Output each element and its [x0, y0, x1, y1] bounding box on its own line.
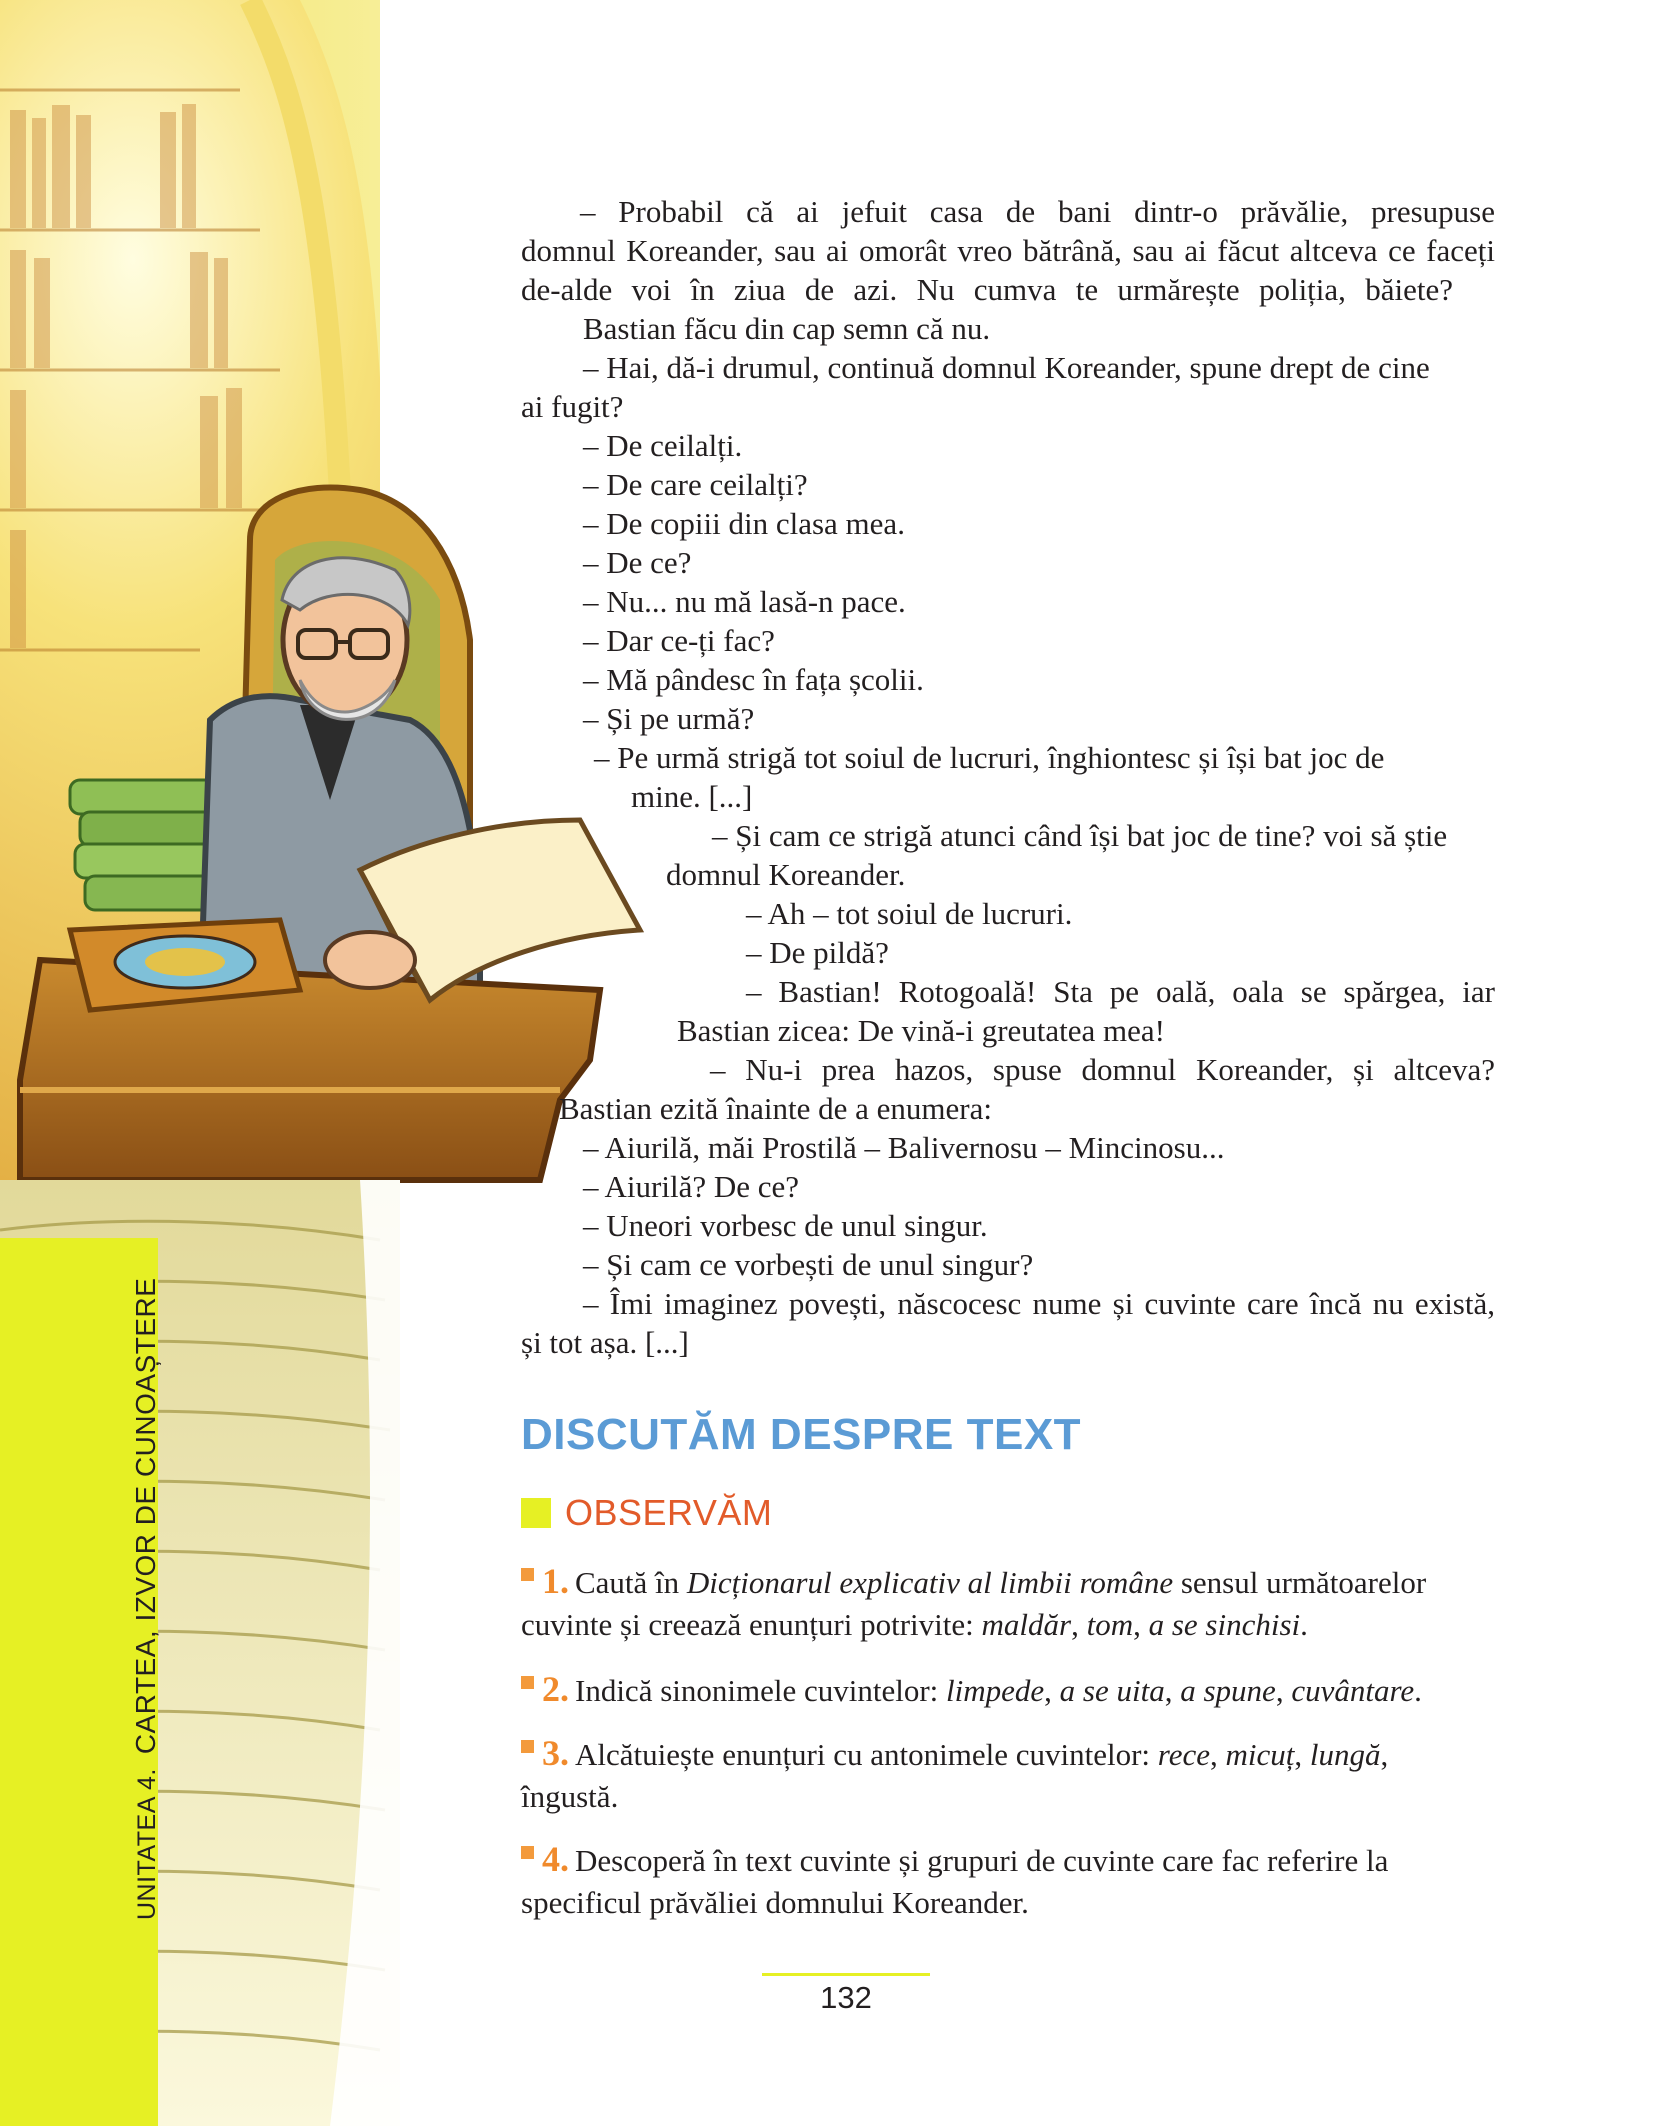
page-number: 132	[820, 1980, 872, 2015]
exercise-italic-term: Dicționarul explicativ al limbii române	[686, 1565, 1174, 1600]
exercise-text: Descoperă în text cuvinte și grupuri de cuvinte care fac referire la	[575, 1843, 1389, 1878]
separator: ,	[1209, 1737, 1226, 1772]
exercise-word: îngustă	[521, 1779, 611, 1814]
exercise-word: micuț	[1225, 1737, 1295, 1772]
exercise-number: 2.	[542, 1669, 569, 1709]
exercise-text: cuvinte și creează enunțuri potrivite:	[521, 1607, 982, 1642]
orange-square-bullet-icon	[521, 1676, 534, 1689]
section-heading: DISCUTĂM DESPRE TEXT	[521, 1410, 1082, 1459]
separator: ,	[1275, 1673, 1292, 1708]
unit-number: UNITATEA 4.	[133, 1768, 161, 1920]
dialogue-line: – Îmi imaginez povești, născocesc nume și cuvinte care încă nu există,	[583, 1286, 1495, 1321]
orange-square-bullet-icon	[521, 1568, 534, 1581]
dialogue-line: și tot așa. [...]	[521, 1325, 689, 1360]
separator: .	[1300, 1607, 1308, 1642]
separator: ,	[1133, 1607, 1149, 1642]
exercise-text: Indică sinonimele cuvintelor:	[575, 1673, 947, 1708]
dialogue-line: – Dar ce-ți fac?	[583, 623, 775, 658]
dialogue-line: – Nu-i prea hazos, spuse domnul Koreander, și altceva?	[710, 1052, 1495, 1087]
dialogue-line: – Nu... nu mă lasă-n pace.	[583, 584, 906, 619]
dialogue-line: – Uneori vorbesc de unul singur.	[583, 1208, 988, 1243]
separator: ,	[1380, 1737, 1389, 1772]
dialogue-line: – Și cam ce vorbești de unul singur?	[583, 1247, 1034, 1282]
exercise-word: a se uita	[1059, 1673, 1165, 1708]
dialogue-line: – Mă pândesc în fața școlii.	[583, 662, 924, 697]
dialogue-line: de-alde voi în ziua de azi. Nu cumva te urmărește poliția, băiete?	[521, 272, 1453, 307]
orange-square-bullet-icon	[521, 1740, 534, 1753]
unit-label	[130, 1278, 162, 1920]
dialogue-line: Bastian ezită înainte de a enumera:	[559, 1091, 992, 1126]
exercise-number: 3.	[542, 1733, 569, 1773]
separator: .	[610, 1779, 619, 1814]
dialogue-line: – De copiii din clasa mea.	[583, 506, 905, 541]
exercise-word: maldăr	[981, 1607, 1072, 1642]
dialogue-line: – De care ceilalți?	[583, 467, 808, 502]
exercise-text: sensul următoarelor	[1173, 1565, 1427, 1600]
exercise-number: 1.	[542, 1561, 569, 1601]
dialogue-line: domnul Koreander.	[666, 857, 906, 892]
separator: ,	[1294, 1737, 1310, 1772]
dialogue-line: – Ah – tot soiul de lucruri.	[746, 896, 1073, 931]
sub-heading-label: OBSERVĂM	[565, 1492, 773, 1533]
exercise-word: rece	[1157, 1737, 1210, 1772]
exercise-2	[521, 1668, 1495, 1712]
dialogue-line: – Și pe urmă?	[583, 701, 755, 736]
sub-heading	[521, 1490, 772, 1536]
separator: ,	[1164, 1673, 1181, 1708]
dialogue-line: – De pildă?	[746, 935, 889, 970]
dialogue-line: Bastian zicea: De vină-i greutatea mea!	[677, 1013, 1165, 1048]
exercise-text: specificul prăvăliei domnului Koreander.	[521, 1885, 1029, 1920]
dialogue-line: – De ceilalți.	[583, 428, 743, 463]
dialogue-line: – Pe urmă strigă tot soiul de lucruri, înghiontesc și își bat joc de	[594, 740, 1385, 775]
exercise-text: Alcătuiește enunțuri cu antonimele cuvintelor:	[575, 1737, 1158, 1772]
yellow-square-icon	[521, 1498, 551, 1528]
dialogue-line: – Hai, dă-i drumul, continuă domnul Koreander, spune drept de cine	[583, 350, 1430, 385]
dialogue-line: mine. [...]	[631, 779, 753, 814]
separator: .	[1414, 1673, 1422, 1708]
dialogue-line: ai fugit?	[521, 389, 624, 424]
dialogue-line: – Aiurilă, măi Prostilă – Balivernosu – Mincinosu...	[583, 1130, 1225, 1165]
exercise-1	[521, 1560, 1495, 1646]
unit-title: CARTEA, IZVOR DE CUNOAȘTERE	[130, 1277, 161, 1755]
exercise-word: tom	[1086, 1607, 1134, 1642]
exercise-word: cuvântare	[1291, 1673, 1415, 1708]
page-number-rule	[762, 1973, 930, 1976]
exercise-text: Caută în	[575, 1565, 687, 1600]
exercise-word: limpede	[946, 1673, 1045, 1708]
exercise-number: 4.	[542, 1839, 569, 1879]
exercise-word: lungă	[1309, 1737, 1381, 1772]
exercise-3	[521, 1732, 1495, 1818]
separator: ,	[1071, 1607, 1087, 1642]
dialogue-line: – Aiurilă? De ce?	[583, 1169, 800, 1204]
exercise-4	[521, 1838, 1495, 1924]
dialogue-line: – Și cam ce strigă atunci când își bat joc de tine? voi să știe	[712, 818, 1448, 853]
dialogue-line: – Bastian! Rotogoală! Sta pe oală, oala se spărgea, iar	[746, 974, 1495, 1009]
dialogue-line: – Probabil că ai jefuit casa de bani dintr-o prăvălie, presupuse	[580, 194, 1495, 229]
exercise-word: a se sinchisi	[1148, 1607, 1301, 1642]
orange-square-bullet-icon	[521, 1846, 534, 1859]
dialogue-line: domnul Koreander, sau ai omorât vreo bătrână, sau ai făcut altceva ce faceți	[521, 233, 1495, 268]
exercise-word: a spune	[1180, 1673, 1276, 1708]
dialogue-line: Bastian făcu din cap semn că nu.	[583, 311, 991, 346]
separator: ,	[1044, 1673, 1060, 1708]
dialogue-line: – De ce?	[583, 545, 692, 580]
